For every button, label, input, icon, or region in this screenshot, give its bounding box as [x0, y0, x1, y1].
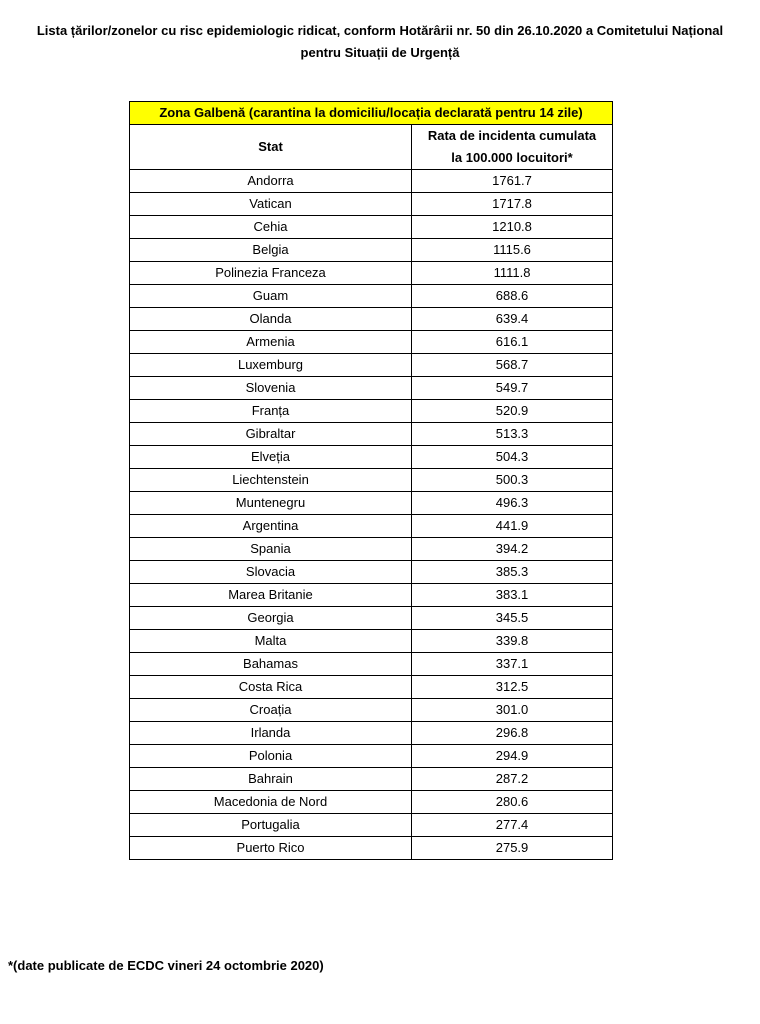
zone-label: Zona Galbenă (carantina la domiciliu/locația declarată pentru 14 zile) [130, 102, 613, 125]
rate-cell: 513.3 [412, 423, 613, 446]
state-cell: Luxemburg [130, 354, 412, 377]
state-cell: Slovenia [130, 377, 412, 400]
rate-cell: 500.3 [412, 469, 613, 492]
table-row [130, 814, 613, 837]
table-row [130, 331, 613, 354]
table-row [130, 561, 613, 584]
state-cell: Andorra [130, 170, 412, 193]
rate-cell: 296.8 [412, 722, 613, 745]
title-line-1: Lista țărilor/zonelor cu risc epidemiologic ridicat, conform Hotărârii nr. 50 din 26.10.2020 a Comitetului Național [36, 23, 724, 38]
state-cell: Malta [130, 630, 412, 653]
rate-cell: 688.6 [412, 285, 613, 308]
state-cell: Cehia [130, 216, 412, 239]
table-row [130, 515, 613, 538]
rate-cell: 520.9 [412, 400, 613, 423]
table-row [130, 676, 613, 699]
rate-cell: 394.2 [412, 538, 613, 561]
table-row [130, 607, 613, 630]
rate-cell: 312.5 [412, 676, 613, 699]
rate-cell: 549.7 [412, 377, 613, 400]
rate-cell: 383.1 [412, 584, 613, 607]
table-row [130, 791, 613, 814]
state-cell: Bahrain [130, 768, 412, 791]
state-cell: Liechtenstein [130, 469, 412, 492]
state-cell: Irlanda [130, 722, 412, 745]
risk-zone-table [129, 101, 613, 860]
table-row [130, 216, 613, 239]
state-cell: Spania [130, 538, 412, 561]
state-cell: Polonia [130, 745, 412, 768]
table-row [130, 446, 613, 469]
zone-header-row [130, 102, 613, 125]
table-row [130, 699, 613, 722]
rate-cell: 504.3 [412, 446, 613, 469]
table-row [130, 837, 613, 860]
table-row [130, 170, 613, 193]
rate-cell: 385.3 [412, 561, 613, 584]
state-cell: Macedonia de Nord [130, 791, 412, 814]
table-row [130, 469, 613, 492]
state-cell: Guam [130, 285, 412, 308]
rate-cell: 1210.8 [412, 216, 613, 239]
column-header-rate-line1: Rata de incidenta cumulata [427, 128, 597, 143]
state-cell: Argentina [130, 515, 412, 538]
table-row [130, 308, 613, 331]
state-cell: Olanda [130, 308, 412, 331]
table-row [130, 423, 613, 446]
table-row [130, 584, 613, 607]
table-row [130, 377, 613, 400]
state-cell: Croația [130, 699, 412, 722]
state-cell: Muntenegru [130, 492, 412, 515]
state-cell: Costa Rica [130, 676, 412, 699]
rate-cell: 277.4 [412, 814, 613, 837]
state-cell: Portugalia [130, 814, 412, 837]
rate-cell: 337.1 [412, 653, 613, 676]
rate-cell: 301.0 [412, 699, 613, 722]
rate-cell: 568.7 [412, 354, 613, 377]
rate-cell: 639.4 [412, 308, 613, 331]
column-header-rate [412, 125, 613, 170]
rate-cell: 345.5 [412, 607, 613, 630]
state-cell: Bahamas [130, 653, 412, 676]
title-line-2: pentru Situații de Urgență [300, 45, 460, 60]
state-cell: Franța [130, 400, 412, 423]
table-row [130, 538, 613, 561]
table-row [130, 722, 613, 745]
state-cell: Belgia [130, 239, 412, 262]
rate-cell: 1115.6 [412, 239, 613, 262]
column-header-row [130, 125, 613, 170]
rate-cell: 1111.8 [412, 262, 613, 285]
state-cell: Armenia [130, 331, 412, 354]
state-cell: Slovacia [130, 561, 412, 584]
rate-cell: 1761.7 [412, 170, 613, 193]
state-cell: Marea Britanie [130, 584, 412, 607]
rate-cell: 294.9 [412, 745, 613, 768]
state-cell: Gibraltar [130, 423, 412, 446]
table-row [130, 630, 613, 653]
table-row [130, 262, 613, 285]
column-header-state: Stat [130, 125, 412, 170]
state-cell: Vatican [130, 193, 412, 216]
state-cell: Elveția [130, 446, 412, 469]
document-title [0, 20, 760, 64]
rate-cell: 441.9 [412, 515, 613, 538]
rate-cell: 496.3 [412, 492, 613, 515]
table-row [130, 653, 613, 676]
rate-cell: 275.9 [412, 837, 613, 860]
table-row [130, 400, 613, 423]
footnote: *(date publicate de ECDC vineri 24 octombrie 2020) [8, 958, 324, 973]
rate-cell: 339.8 [412, 630, 613, 653]
state-cell: Polinezia Franceza [130, 262, 412, 285]
rate-cell: 616.1 [412, 331, 613, 354]
table-row [130, 745, 613, 768]
rate-cell: 280.6 [412, 791, 613, 814]
table-row [130, 768, 613, 791]
rate-cell: 1717.8 [412, 193, 613, 216]
rate-cell: 287.2 [412, 768, 613, 791]
table-row [130, 285, 613, 308]
table-row [130, 492, 613, 515]
table-row [130, 354, 613, 377]
state-cell: Georgia [130, 607, 412, 630]
state-cell: Puerto Rico [130, 837, 412, 860]
table-row [130, 239, 613, 262]
table-row [130, 193, 613, 216]
column-header-rate-line2: la 100.000 locuitori* [451, 150, 573, 165]
